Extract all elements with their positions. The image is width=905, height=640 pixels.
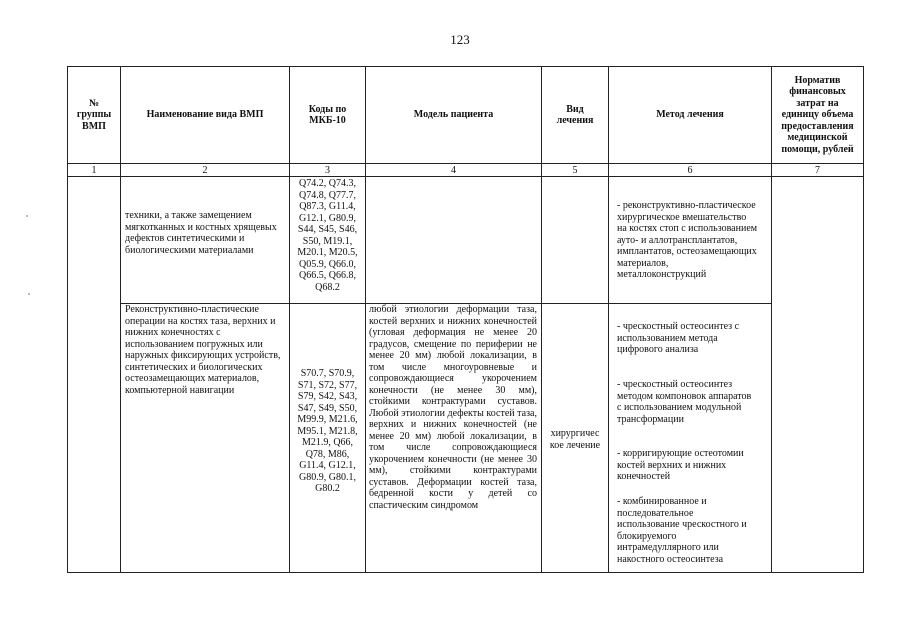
column-number: 5: [572, 165, 578, 176]
column-number: 3: [325, 165, 330, 176]
column-number: 7: [815, 165, 820, 176]
row2-method-3: - корригирующие остеотомии костей верхних и нижних конечностей: [617, 448, 744, 482]
header-model: Модель пациента: [413, 109, 494, 121]
table-border-bottom: [67, 572, 864, 573]
row2-method-1: - чрескостный остеосинтез с использованием метода цифрового анализа: [617, 321, 740, 355]
header-method: Метод лечения: [656, 109, 724, 121]
column-number: 4: [451, 165, 456, 176]
row1-codes: Q74.2, Q74.3, Q74.8, Q77.7, Q87.3, G11.4, G12.1, G80.9, S44, S45, S46, S50, M19.1, M20.1, M20.5, Q05.9, Q66.0, Q66.5, Q66.8, Q68.2: [297, 178, 358, 293]
scan-speck: [28, 293, 30, 295]
scan-speck: [26, 215, 28, 217]
column-number: 6: [687, 165, 693, 176]
header-group-no: № группы ВМП: [76, 97, 112, 132]
column-number: 2: [202, 165, 208, 176]
page-number: 123: [450, 32, 470, 47]
header-codes: Коды по МКБ-10: [308, 103, 347, 126]
row2-codes: S70.7, S70.9, S71, S72, S77, S79, S42, S43, S47, S49, S50, M99.9, M21.6, M95.1, M21.8, M21.9, Q66, Q78, M86, G11.4, G12.1, G80.9, G80.1, G80.2: [297, 368, 358, 494]
header-type: Вид лечения: [556, 103, 594, 126]
row1-method: - реконструктивно-пластическое хирургическое вмешательство на костях стоп с использованием ауто- и аллотрансплантатов, имплантатов, остеозамещающих материалов, металлоконструкций: [617, 200, 758, 280]
column-number: 1: [91, 165, 97, 176]
vmp-table: [67, 66, 864, 573]
row1-name: техники, а также замещением мягкотканных и костных хрящевых дефектов синтетическими и биологическими материалами: [125, 210, 277, 256]
row2-type: хирургичес кое лечение: [549, 428, 601, 451]
row2-model: любой этиологии деформации таза, костей верхних и нижних конечностей (угловая деформация не менее 20 градусов, смещение по периферии не менее 20 мм) любой локализации, в том числе многоуровневые и сопровождающиеся укорочением конечности (не менее 30 мм), стойкими контрактурами суставов. Любой этиологии дефекты костей таза, верхних и нижних конечностей (не менее 20 мм) любой локализации, в том числе сопровождающиеся укорочением конечности (не менее 30 мм), стойкими контрактурами суставов. Деформации костей таза, бедренной кости у детей со спастическим синдромом: [369, 304, 537, 511]
header-name: Наименование вида ВМП: [146, 109, 264, 121]
row2-method-4: - комбинированное и последовательное использование чрескостного и блокируемого интрамедуллярного или накостного остеосинтеза: [617, 496, 747, 565]
row2-method-2: - чрескостный остеосинтез методом компоновок аппаратов с использованием модульной трансформации: [617, 379, 752, 425]
table-border-right: [863, 66, 864, 573]
header-divider: [67, 163, 864, 164]
header-norm: Норматив финансовых затрат на единицу объема предоставления медицинской помощи, рублей: [781, 74, 854, 155]
row2-name: Реконструктивно-пластические операции на костях таза, верхних и нижних конечностях с использованием погружных или наружных фиксирующих устройств, синтетических и биологических остеозамещающих материалов, компьютерной навигации: [125, 304, 281, 396]
